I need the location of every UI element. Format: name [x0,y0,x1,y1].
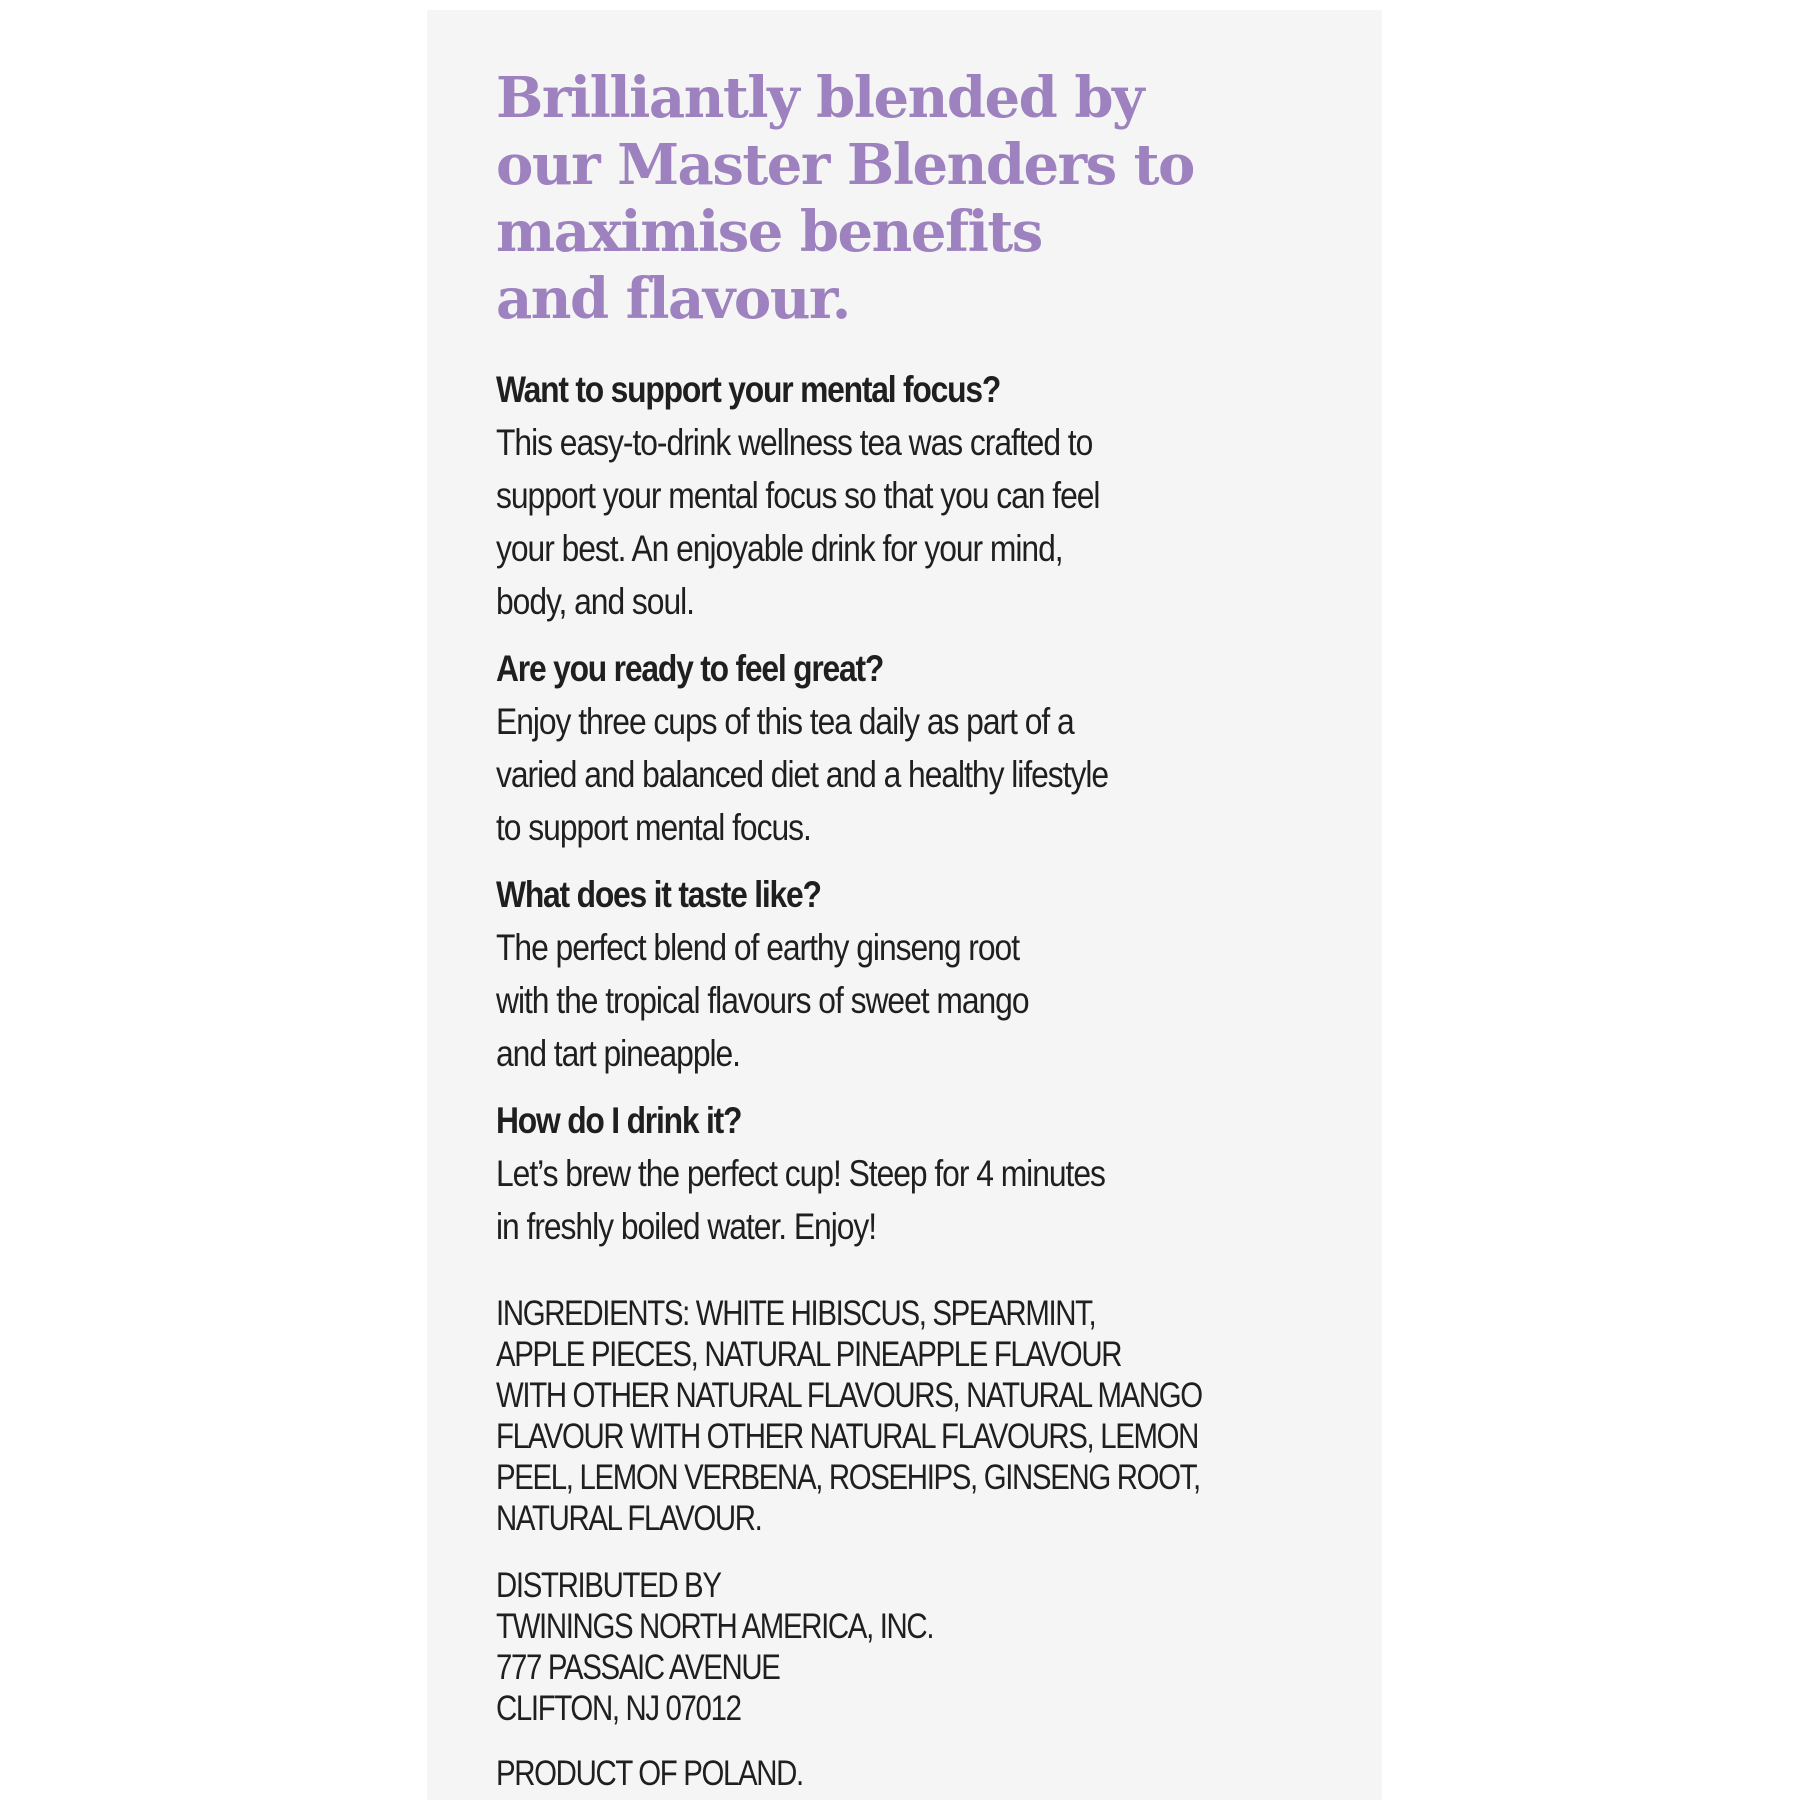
answer-line: body, and soul. [496,581,694,622]
question-heading: Want to support your mental focus? [496,369,1001,410]
ingredients-line: WITH OTHER NATURAL FLAVOURS, NATURAL MANGO [496,1376,1202,1415]
headline-line: and flavour. [496,266,850,332]
question-heading: What does it taste like? [496,874,821,915]
answer-text [496,921,1296,1080]
question-heading: How do I drink it? [496,1100,742,1141]
distributor-line: TWININGS NORTH AMERICA, INC. [496,1607,934,1646]
ingredients-list [496,1293,1296,1539]
ingredients-line: PEEL, LEMON VERBENA, ROSEHIPS, GINSENG ROOT, [496,1458,1200,1497]
qa-taste [496,868,1296,1080]
distributor-line: DISTRIBUTED BY [496,1566,721,1605]
ingredients-line: APPLE PIECES, NATURAL PINEAPPLE FLAVOUR [496,1335,1122,1374]
answer-line: varied and balanced diet and a healthy lifestyle [496,754,1109,795]
distributor-line: CLIFTON, NJ 07012 [496,1689,741,1728]
qa-feel-great [496,642,1296,854]
question-heading: Are you ready to feel great? [496,648,884,689]
qa-how-to-drink [496,1094,1296,1253]
answer-line: The perfect blend of earthy ginseng root [496,927,1020,968]
answer-line: This easy-to-drink wellness tea was crafted to [496,422,1093,463]
ingredients-line: INGREDIENTS: WHITE HIBISCUS, SPEARMINT, [496,1294,1096,1333]
answer-line: Enjoy three cups of this tea daily as part of a [496,701,1074,742]
origin-line: PRODUCT OF POLAND. [496,1754,803,1793]
ingredients-line: NATURAL FLAVOUR. [496,1499,762,1538]
product-info-panel [427,10,1382,1800]
headline [496,65,1296,333]
answer-line: Let’s brew the perfect cup! Steep for 4 minutes [496,1153,1105,1194]
headline-line: our Master Blenders to [496,132,1194,198]
answer-line: with the tropical flavours of sweet mango [496,980,1029,1021]
ingredients-line: FLAVOUR WITH OTHER NATURAL FLAVOURS, LEMON [496,1417,1199,1456]
country-of-origin [496,1753,1296,1794]
distributor-line: 777 PASSAIC AVENUE [496,1648,780,1687]
answer-line: in freshly boiled water. Enjoy! [496,1206,877,1247]
answer-text [496,1147,1296,1253]
headline-line: Brilliantly blended by [496,65,1144,131]
answer-line: and tart pineapple. [496,1033,740,1074]
answer-text [496,695,1296,854]
answer-line: to support mental focus. [496,807,811,848]
headline-line: maximise benefits [496,199,1042,265]
panel-content [496,65,1296,1794]
distributor-address [496,1565,1296,1729]
qa-mental-focus [496,363,1296,628]
answer-text [496,416,1296,628]
answer-line: your best. An enjoyable drink for your mind, [496,528,1063,569]
answer-line: support your mental focus so that you can feel [496,475,1100,516]
